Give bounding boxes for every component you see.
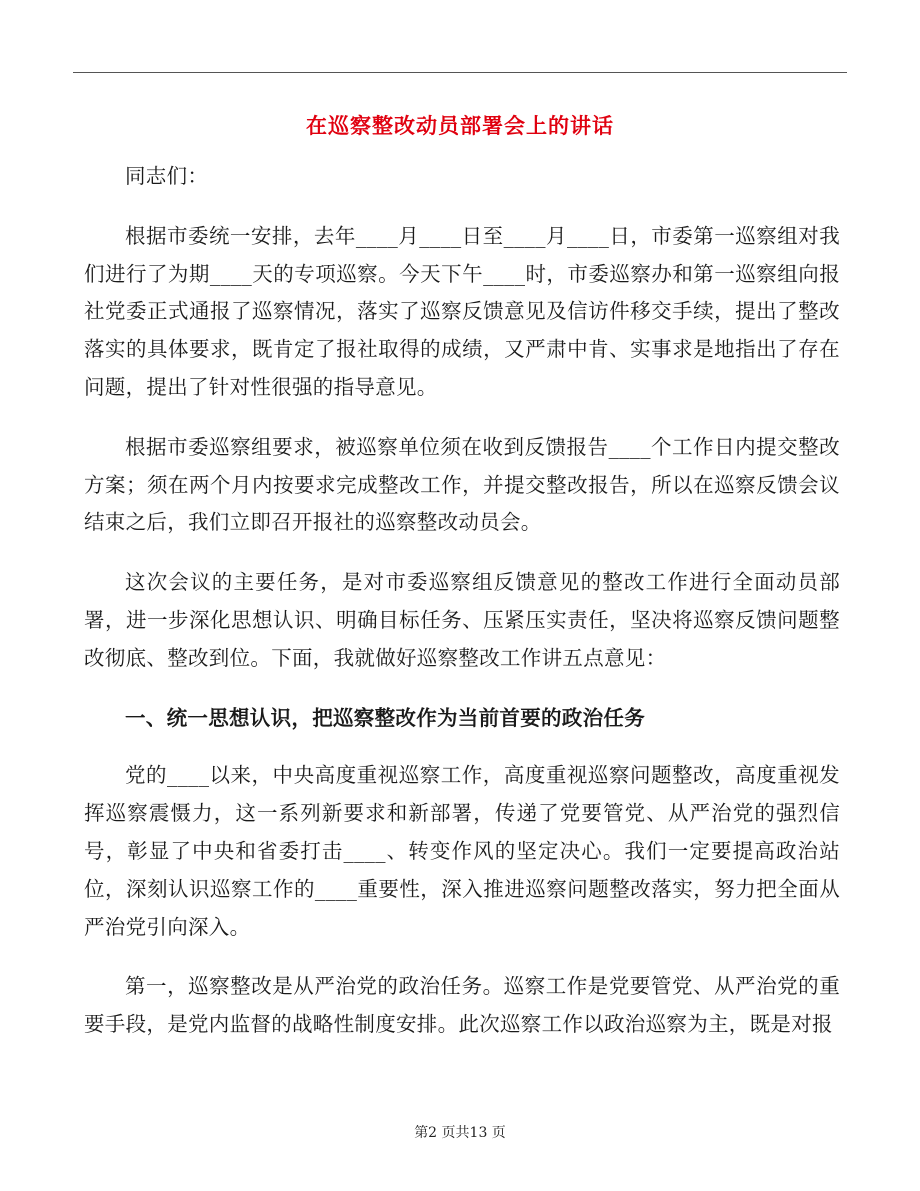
paragraph-3: 这次会议的主要任务，是对市委巡察组反馈意见的整改工作进行全面动员部署，进一步深化思想认识、明确目标任务、压紧压实责任，坚决将巡察反馈问题整改彻底、整改到位。下面，我就做好巡察整改工作讲五点意见：	[84, 570, 840, 670]
section-heading: 一、统一思想认识，把巡察整改作为当前首要的政治任务	[125, 705, 645, 730]
document-body	[84, 158, 840, 1066]
page-number: 第2 页共13 页	[414, 1125, 506, 1141]
document-title: 在巡察整改动员部署会上的讲话	[306, 113, 614, 138]
paragraph-2: 根据市委巡察组要求，被巡察单位须在收到反馈报告____个工作日内提交整改方案；须在两个月内按要求完成整改工作，并提交整改报告，所以在巡察反馈会议结束之后，我们立即召开报社的巡察整改动员会。	[84, 434, 840, 535]
section-paragraph-2: 第一，巡察整改是从严治党的政治任务。巡察工作是党要管党、从严治党的重要手段，是党内监督的战略性制度安排。此次巡察工作以政治巡察为主，既是对报	[84, 974, 840, 1037]
greeting: 同志们：	[125, 164, 209, 188]
section-paragraph-1: 党的____以来，中央高度重视巡察工作，高度重视巡察问题整改，高度重视发挥巡察震慑力，这一系列新要求和新部署，传递了党要管党、从严治党的强烈信号，彰显了中央和省委打击____、转变作风的坚定决心。我们一定要提高政治站位，深刻认识巡察工作的____重要性，深入推进巡察问题整改落实，努力把全面从严治党引向深入。	[84, 763, 840, 939]
header-rule	[73, 72, 847, 73]
paragraph-1: 根据市委统一安排，去年____月____日至____月____日，市委第一巡察组对我们进行了为期____天的专项巡察。今天下午____时，市委巡察办和第一巡察组向报社党委正式通报了巡察情况，落实了巡察反馈意见及信访件移交手续，提出了整改落实的具体要求，既肯定了报社取得的成绩，又严肃中肯、实事求是地指出了存在问题，提出了针对性很强的指导意见。	[84, 223, 840, 399]
